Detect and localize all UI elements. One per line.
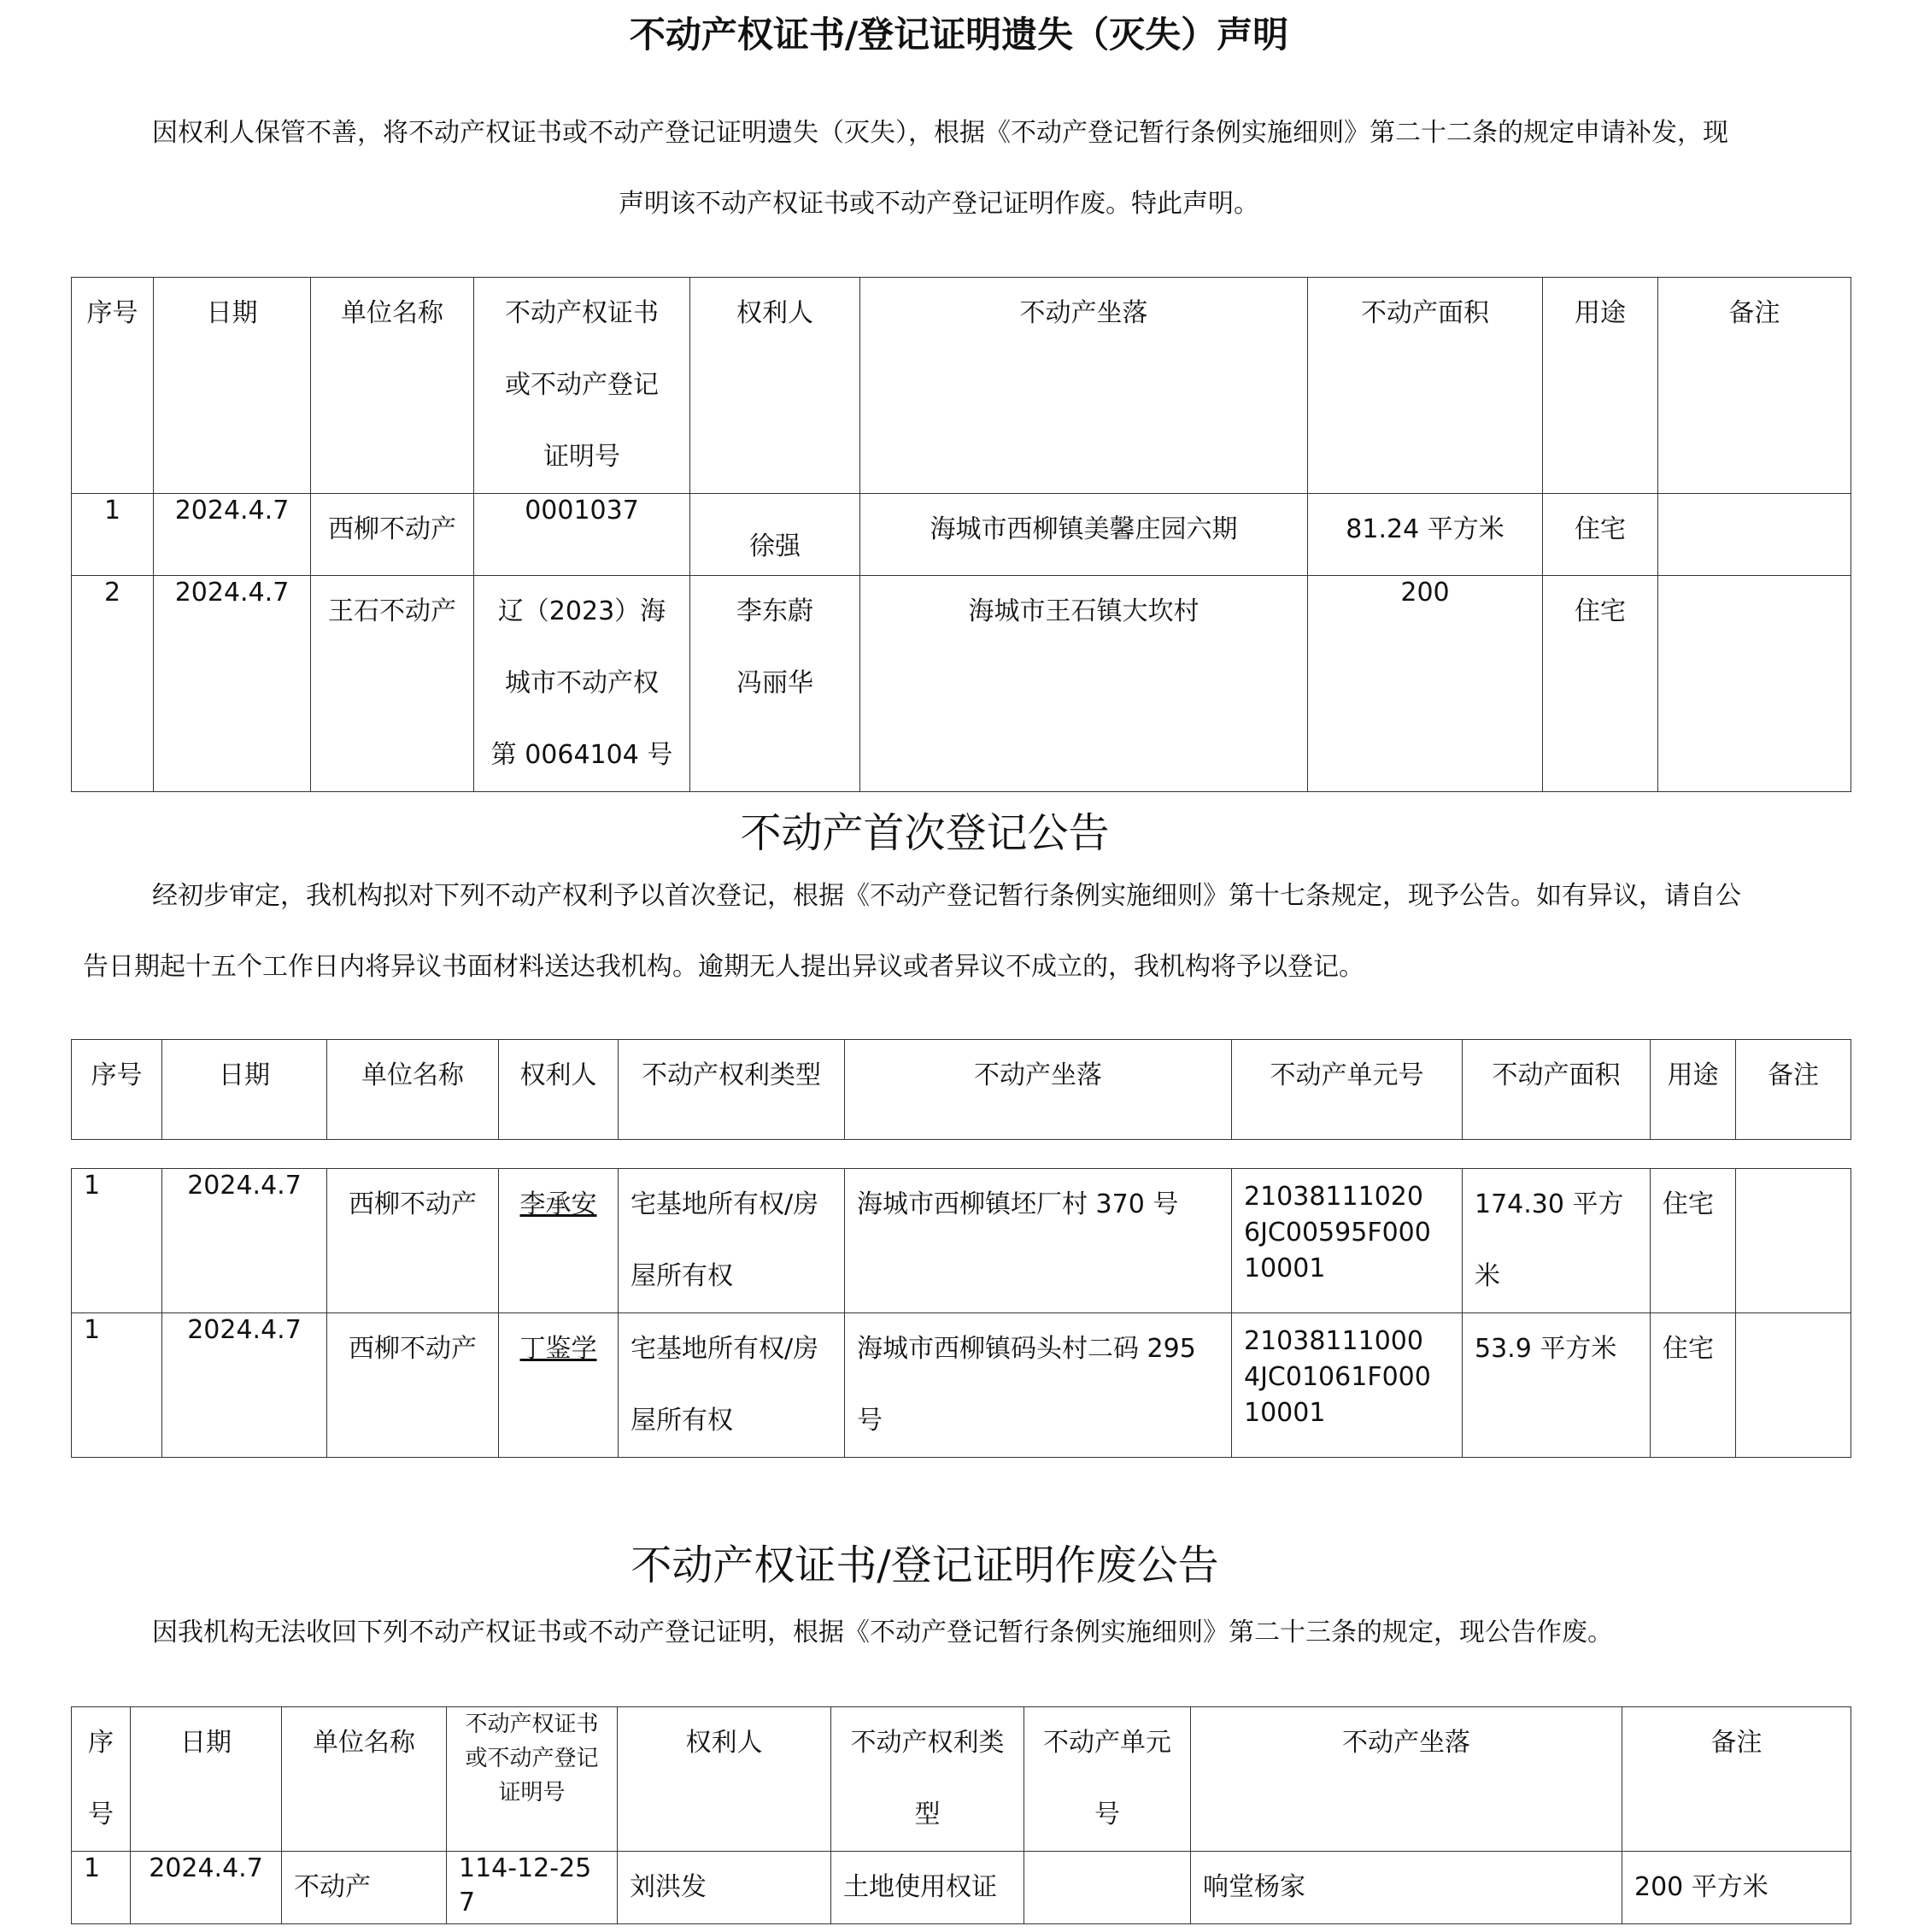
loss-statement-title: 不动产权证书/登记证明遗失（灭失）声明 — [629, 14, 1289, 56]
cell-unit: 不动产 — [282, 1852, 447, 1924]
table-row — [72, 1852, 1851, 1924]
cell-unit: 王石不动产 — [311, 576, 474, 792]
table-header-row — [72, 1040, 1851, 1140]
header-date: 日期 — [131, 1707, 282, 1852]
cell-location-line: 号 — [857, 1406, 883, 1436]
header-no — [72, 1707, 131, 1852]
cell-unit-no-line: 10001 — [1244, 1398, 1326, 1428]
cell-right-type-line: 屋所有权 — [631, 1406, 733, 1436]
header-location: 不动产坐落 — [845, 1040, 1232, 1140]
header-usage: 用途 — [1543, 278, 1658, 494]
cell-date: 2024.4.7 — [162, 1169, 327, 1313]
cell-location-line: 海城市西柳镇码头村二码 295 — [857, 1334, 1196, 1364]
header-date: 日期 — [154, 278, 311, 494]
header-cert-line: 证明号 — [543, 442, 620, 472]
cell-area — [1463, 1169, 1651, 1313]
cell-unit-no-line: 6JC00595F000 — [1244, 1218, 1431, 1248]
header-location: 不动产坐落 — [860, 278, 1308, 494]
cell-cert — [447, 1852, 618, 1924]
header-location: 不动产坐落 — [1191, 1707, 1622, 1852]
first-registration-table — [71, 1168, 1851, 1458]
header-cert-line: 证明号 — [498, 1780, 566, 1806]
header-date: 日期 — [162, 1040, 327, 1140]
header-owner: 权利人 — [499, 1040, 619, 1140]
first-registration-paragraph-line1: 经初步审定，我机构拟对下列不动产权利予以首次登记，根据《不动产登记暂行条例实施细则》第十七条规定，现予公告。如有异议，请自公 — [152, 881, 1741, 911]
cell-date: 2024.4.7 — [162, 1313, 327, 1458]
cell-remark: 200 平方米 — [1622, 1852, 1851, 1924]
owner-name: 丁鉴学 — [519, 1334, 597, 1364]
loss-statement-paragraph-line1: 因权利人保管不善，将不动产权证书或不动产登记证明遗失（灭失），根据《不动产登记暂行条例实施细则》第二十二条的规定申请补发，现 — [152, 118, 1728, 148]
cell-right-type — [619, 1169, 845, 1313]
first-registration-paragraph-line2: 告日期起十五个工作日内将异议书面材料送达我机构。逾期无人提出异议或者异议不成立的，我机构将予以登记。 — [83, 952, 1364, 982]
header-no-line: 序 — [88, 1728, 114, 1758]
cell-right-type-line: 宅基地所有权/房 — [631, 1334, 819, 1364]
cell-unit-no-line: 21038111000 — [1244, 1326, 1423, 1356]
header-unit: 单位名称 — [327, 1040, 499, 1140]
header-no-line: 号 — [88, 1800, 114, 1829]
cell-area: 53.9 平方米 — [1463, 1313, 1651, 1458]
header-no: 序号 — [72, 1040, 162, 1140]
first-registration-title: 不动产首次登记公告 — [740, 809, 1110, 857]
header-unit-no — [1024, 1707, 1191, 1852]
cell-remark — [1736, 1169, 1851, 1313]
cell-no: 1 — [72, 1169, 162, 1313]
cell-unit-no — [1232, 1169, 1463, 1313]
void-notice-title: 不动产权证书/登记证明作废公告 — [631, 1541, 1219, 1589]
cell-right-type-line: 宅基地所有权/房 — [631, 1189, 819, 1219]
cell-date: 2024.4.7 — [154, 576, 311, 792]
cell-no: 1 — [72, 494, 154, 576]
cell-location: 海城市王石镇大坎村 — [860, 576, 1308, 792]
cell-right-type-line: 屋所有权 — [631, 1261, 733, 1291]
header-cert — [474, 278, 690, 494]
header-right-type: 不动产权利类型 — [619, 1040, 845, 1140]
cell-no: 1 — [72, 1313, 162, 1458]
cell-location: 响堂杨家 — [1191, 1852, 1622, 1924]
cell-location — [845, 1313, 1232, 1458]
cell-owner — [499, 1169, 619, 1313]
cell-owner: 刘洪发 — [618, 1852, 831, 1924]
cell-unit-no-line: 4JC01061F000 — [1244, 1362, 1431, 1392]
cell-unit-no-line: 10001 — [1244, 1254, 1326, 1283]
header-cert-line: 或不动产登记 — [465, 1746, 599, 1771]
table-row — [72, 494, 1851, 576]
header-no: 序号 — [72, 278, 154, 494]
cell-unit: 西柳不动产 — [327, 1169, 499, 1313]
cell-usage: 住宅 — [1543, 494, 1658, 576]
header-unit-no-line: 不动产单元 — [1043, 1728, 1171, 1758]
cell-date: 2024.4.7 — [154, 494, 311, 576]
header-right-type-line: 型 — [914, 1800, 941, 1829]
cell-cert-line: 城市不动产权 — [505, 668, 659, 698]
table-header-row — [72, 1707, 1851, 1852]
cell-no: 2 — [72, 576, 154, 792]
cell-owner: 徐强 — [690, 494, 860, 576]
cell-right-type — [619, 1313, 845, 1458]
header-unit: 单位名称 — [282, 1707, 447, 1852]
cell-area: 81.24 平方米 — [1308, 494, 1543, 576]
cell-date: 2024.4.7 — [131, 1852, 282, 1924]
header-cert-line: 或不动产登记 — [505, 370, 659, 400]
header-cert — [447, 1707, 618, 1852]
loss-statement-table — [71, 277, 1851, 792]
cell-cert-line: 7 — [459, 1888, 476, 1917]
cell-cert-line: 辽（2023）海 — [497, 596, 666, 626]
cell-owner — [690, 576, 860, 792]
header-remark: 备注 — [1622, 1707, 1851, 1852]
cell-area: 200 — [1308, 576, 1543, 792]
cell-location: 海城市西柳镇美馨庄园六期 — [860, 494, 1308, 576]
cell-unit: 西柳不动产 — [311, 494, 474, 576]
header-usage: 用途 — [1651, 1040, 1736, 1140]
cell-unit-no — [1232, 1313, 1463, 1458]
header-area: 不动产面积 — [1308, 278, 1543, 494]
cell-area-line: 米 — [1475, 1261, 1500, 1291]
cell-usage: 住宅 — [1651, 1169, 1736, 1313]
table-row — [72, 1169, 1851, 1313]
header-area: 不动产面积 — [1463, 1040, 1651, 1140]
header-unit: 单位名称 — [311, 278, 474, 494]
cell-right-type: 土地使用权证 — [831, 1852, 1024, 1924]
cell-area-line: 174.30 平方 — [1475, 1189, 1624, 1219]
cell-unit-no — [1024, 1852, 1191, 1924]
void-notice-paragraph: 因我机构无法收回下列不动产权证书或不动产登记证明，根据《不动产登记暂行条例实施细则》第二十三条的规定，现公告作废。 — [152, 1618, 1613, 1647]
cell-no: 1 — [72, 1852, 131, 1924]
cell-usage: 住宅 — [1651, 1313, 1736, 1458]
cell-owner-line: 冯丽华 — [736, 668, 813, 698]
header-right-type-line: 不动产权利类 — [850, 1728, 1005, 1758]
cell-remark — [1658, 576, 1851, 792]
cell-remark — [1658, 494, 1851, 576]
header-remark: 备注 — [1736, 1040, 1851, 1140]
header-cert-line: 不动产权证书 — [465, 1712, 599, 1737]
table-row — [72, 576, 1851, 792]
header-cert-line: 不动产权证书 — [505, 298, 659, 328]
cell-cert-line: 114-12-25 — [459, 1853, 592, 1883]
cell-location: 海城市西柳镇坯厂村 370 号 — [845, 1169, 1232, 1313]
table-row — [72, 1313, 1851, 1458]
cell-owner-line: 李东蔚 — [736, 596, 813, 626]
table-header-row — [72, 278, 1851, 494]
header-unit-no-line: 号 — [1094, 1800, 1120, 1829]
header-right-type — [831, 1707, 1024, 1852]
header-remark: 备注 — [1658, 278, 1851, 494]
header-unit-no: 不动产单元号 — [1232, 1040, 1463, 1140]
cell-cert: 0001037 — [474, 494, 690, 576]
cell-usage: 住宅 — [1543, 576, 1658, 792]
header-owner: 权利人 — [618, 1707, 831, 1852]
owner-name: 李承安 — [519, 1189, 597, 1219]
first-registration-header-table — [71, 1039, 1851, 1140]
cell-unit-no-line: 21038111020 — [1244, 1182, 1423, 1212]
loss-statement-paragraph-line2: 声明该不动产权证书或不动产登记证明作废。特此声明。 — [619, 189, 1259, 219]
void-notice-table — [71, 1706, 1851, 1924]
header-owner: 权利人 — [690, 278, 860, 494]
cell-cert-line: 第 0064104 号 — [490, 740, 673, 770]
cell-remark — [1736, 1313, 1851, 1458]
cell-unit: 西柳不动产 — [327, 1313, 499, 1458]
cell-owner — [499, 1313, 619, 1458]
cell-cert — [474, 576, 690, 792]
